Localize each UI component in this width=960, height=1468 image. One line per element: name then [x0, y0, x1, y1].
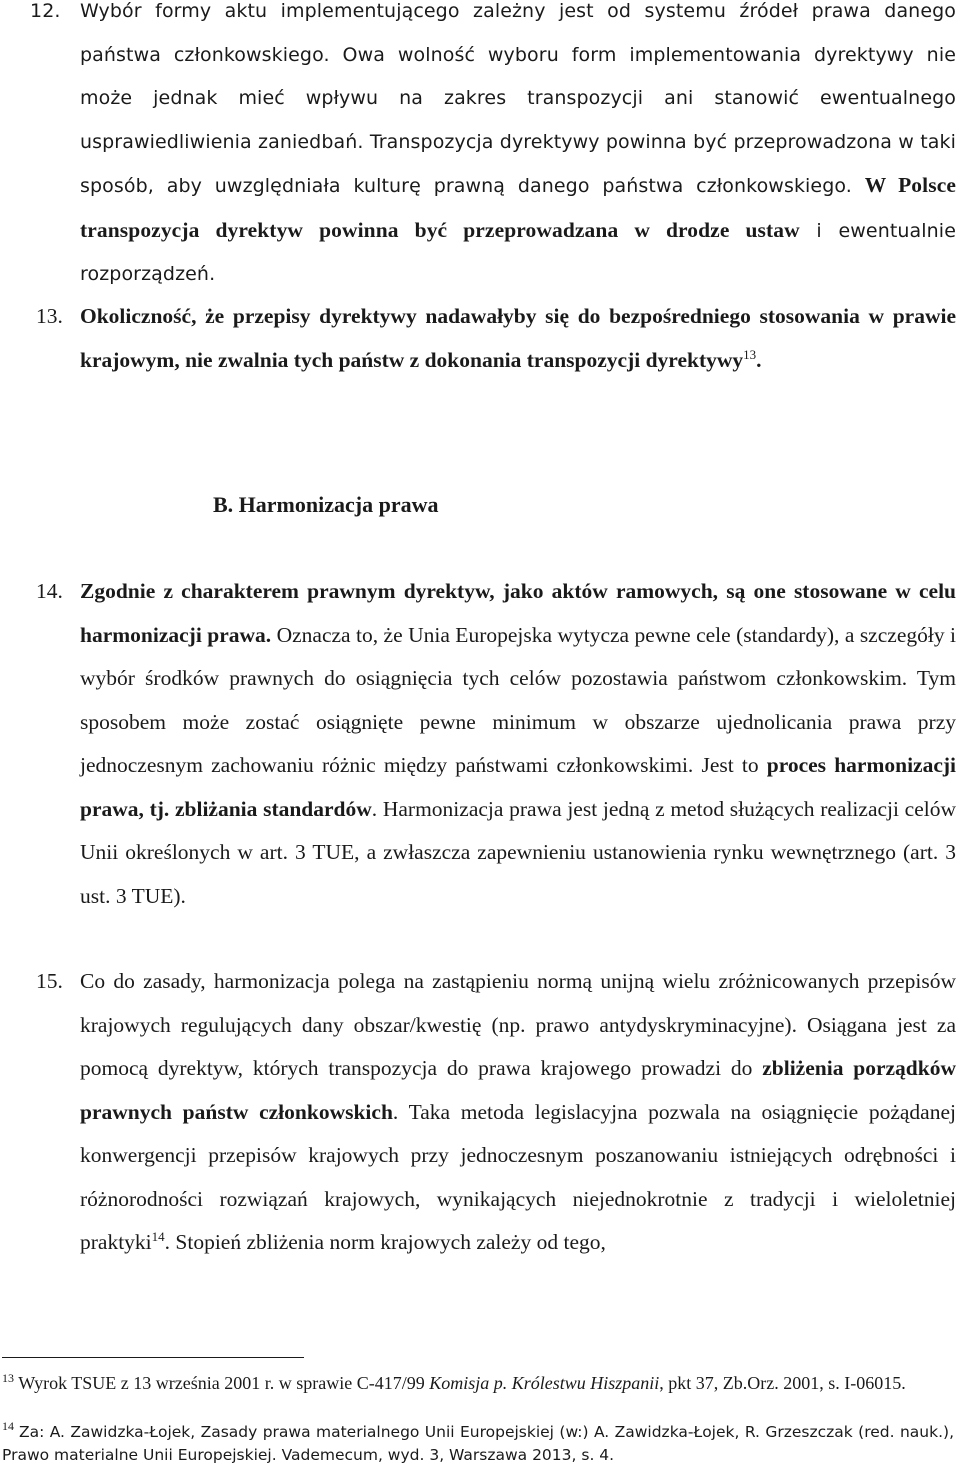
section-heading: B. Harmonizacja prawa: [213, 492, 439, 517]
footnote-13: [2, 1372, 954, 1394]
paragraph-text: . Taka metoda legislacyjna pozwala na osiągnięcie pożądanej konwergencji przepisów krajowych przy jednoczesnym poszanowaniu istniejących odrębności i różnorodności rozwiązań krajowych, wynikających niejednokrotnie z tradycji i wieloletniej praktyki: [80, 1099, 956, 1254]
paragraph-text: .: [756, 347, 762, 372]
footnote-mark: 13: [2, 1371, 14, 1385]
paragraph-text: i ewentualnie rozporządzeń.: [80, 219, 956, 285]
item-number: 15.: [36, 969, 63, 993]
footnote-mark: 14: [2, 1419, 14, 1433]
footnote-ref-13[interactable]: 13: [743, 346, 757, 362]
paragraph-text: . Stopień zbliżenia norm krajowych zależy od tego,: [164, 1230, 606, 1254]
paragraph-15: [80, 960, 956, 1265]
paragraph-text: Wybór formy aktu implementującego zależny jest od systemu źródeł prawa danego państwa członkowskiego. Owa wolność wyboru form implementowania dyrektywy nie może jednak mieć wpływu na zakres transpozycji ani stanowić ewentualnego usprawiedliwienia zaniedbań. Transpozycja dyrektywy powinna być przeprowadzona w taki sposób, aby uwzględniała kulturę prawną danego państwa członkowskiego.: [80, 0, 956, 197]
paragraph-text: Co do zasady, harmonizacja polega na zastąpieniu normą unijną wielu zróżnicowanych przepisów krajowych regulujących dany obszar/kwestię (np. prawo antydyskryminacyjne). Osiągana jest za pomocą dyrektyw, których transpozycja do prawa krajowego prowadzi do: [80, 969, 956, 1080]
footnote-text: , pkt 37, Zb.Orz. 2001, s. I-06015.: [659, 1373, 906, 1393]
bold-text: Okoliczność, że przepisy dyrektywy nadawałyby się do bezpośredniego stosowania w prawie krajowym, nie zwalnia tych państw z dokonania transpozycji dyrektywy: [80, 304, 956, 372]
item-number: 13.: [36, 304, 63, 328]
bold-text: Zgodnie z charakterem prawnym dyrektyw, jako aktów ramowych, są one stosowane w celu harmonizacji prawa.: [80, 579, 956, 647]
paragraph-text: Oznacza to, że Unia Europejska wytycza pewne cele (standardy), a szczegóły i wybór środków prawnych do osiągnięcia tych celów pozostawia państwom członkowskim. Tym sposobem może zostać osiągnięte pewne minimum w obszarze ujednolicania prawa przy jednoczesnym zachowaniu różnic między państwami członkowskimi. Jest to: [80, 622, 956, 777]
paragraph-text: . Harmonizacja prawa jest jedną z metod służących realizacji celów Unii określonych w art. 3 TUE, a zwłaszcza zapewnieniu ustanowienia rynku wewnętrznego (art. 3 ust. 3 TUE).: [80, 796, 957, 908]
footnote-ref-14[interactable]: 14: [151, 1228, 165, 1244]
bold-text: zbliżenia porządków prawnych państw członkowskich: [80, 1056, 957, 1124]
footnote-separator: [2, 1357, 304, 1358]
paragraph-12: [80, 0, 956, 297]
footnote-14: [2, 1420, 954, 1466]
bold-text: W Polsce transpozycja dyrektyw powinna być przeprowadzana w drodze ustaw: [80, 173, 956, 242]
item-number: 12.: [30, 0, 61, 22]
item-number: 14.: [36, 579, 63, 603]
paragraph-13: [80, 295, 956, 382]
footnote-italic-text: Komisja p. Królestwu Hiszpanii: [429, 1373, 660, 1393]
paragraph-14: [80, 570, 956, 918]
bold-text: proces harmonizacji prawa, tj. zbliżania standardów: [80, 753, 957, 821]
footnote-text: Wyrok TSUE z 13 września 2001 r. w sprawie C-417/99: [18, 1373, 430, 1393]
footnote-text: Za: A. Zawidzka-Łojek, Zasady prawa materialnego Unii Europejskiej (w:) A. Zawidzka-Łojek, R. Grzeszczak (red. nauk.), Prawo materialne Unii Europejskiej. Vademecum, wyd. 3, Warszawa 2013, s. 4.: [2, 1423, 954, 1464]
